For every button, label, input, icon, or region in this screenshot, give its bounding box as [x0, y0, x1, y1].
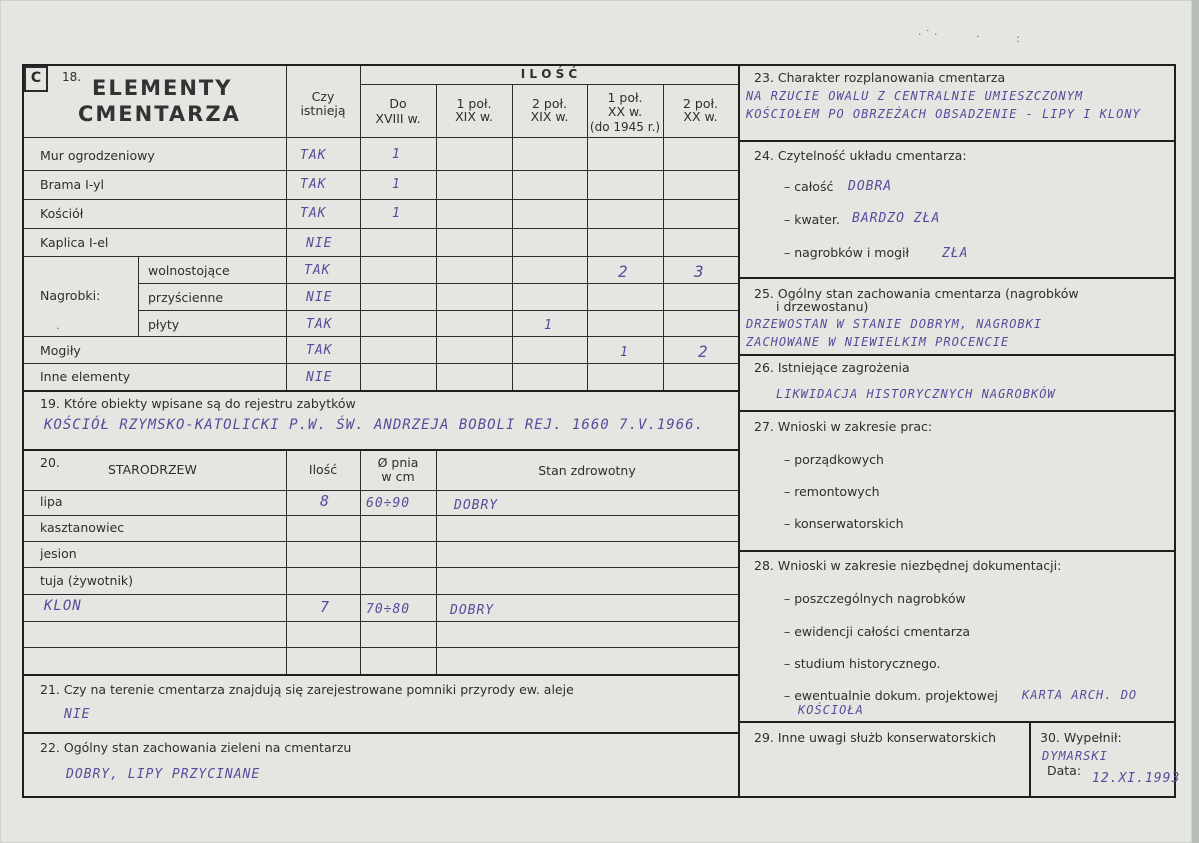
element-exists: TAK	[306, 343, 333, 358]
element-row-label: Kościół	[40, 206, 84, 221]
documentation-item: – studium historycznego.	[784, 656, 941, 671]
grid	[738, 140, 1176, 142]
element-count: 2	[618, 262, 629, 281]
tree-trunk: 60÷90	[366, 496, 411, 511]
grid	[22, 647, 738, 648]
grid	[22, 515, 738, 516]
element-row-label: płyty	[148, 317, 180, 332]
nature-monuments-question: 21. Czy na terenie cmentarza znajdują się zarejestrowane pomniki przyrody ew. aleje	[40, 682, 574, 697]
element-count: 1	[544, 318, 553, 333]
registry-answer: KOŚCIÓŁ RZYMSKO-KATOLICKI P.W. ŚW. ANDRZEJA BOBOLI REJ. 1660 7.V.1966.	[44, 417, 705, 433]
grid	[22, 567, 738, 568]
element-count: 1	[392, 177, 401, 192]
tree-trunk: 70÷80	[366, 602, 411, 617]
grid	[22, 390, 738, 392]
frame-left	[22, 64, 24, 798]
grid	[138, 256, 139, 336]
layout-answer-line1: NA RZUCIE OWALU Z CENTRALNIE UMIESZCZONYM	[746, 89, 1084, 103]
element-exists: TAK	[304, 263, 331, 278]
grid	[22, 228, 738, 229]
col-header-period: XIX w.	[455, 109, 493, 124]
grid	[22, 256, 738, 257]
grid	[22, 621, 738, 622]
corner-letter-box: C	[24, 66, 48, 92]
col-header-period: XVIII w.	[375, 111, 421, 126]
element-exists: TAK	[300, 177, 327, 192]
grid	[22, 674, 738, 676]
condition-answer-line2: ZACHOWANE W NIEWIELKIM PROCENCIE	[746, 335, 1010, 349]
trees-title: STARODRZEW	[108, 462, 197, 477]
grid	[22, 199, 738, 200]
grid	[1029, 721, 1031, 798]
element-exists: NIE	[306, 236, 333, 251]
works-item: – porządkowych	[784, 452, 884, 467]
grid	[738, 721, 1176, 723]
grid	[663, 84, 664, 390]
col-header-period: 1 poł.	[456, 96, 492, 111]
element-exists: TAK	[300, 206, 327, 221]
col-header-czy: Czy	[311, 89, 335, 104]
tree-count: 8	[320, 492, 331, 510]
works-question: 27. Wnioski w zakresie prac:	[754, 419, 933, 434]
grid	[22, 336, 738, 337]
col-header-ilosc: I L O Ś Ć	[520, 67, 578, 81]
condition-question: 25. Ogólny stan zachowania cmentarza (nagrobków	[754, 286, 1079, 301]
documentation-note: KOŚCIOŁA	[798, 703, 864, 717]
grid	[22, 137, 738, 138]
element-count: 1	[620, 345, 629, 360]
element-exists: TAK	[300, 148, 327, 163]
threats-answer: LIKWIDACJA HISTORYCZNYCH NAGROBKÓW	[776, 387, 1056, 401]
col-header-trunk: Ø pnia	[377, 455, 419, 470]
col-header-period: Do	[389, 96, 407, 111]
col-header-period: XX w.	[683, 109, 718, 124]
element-row-label: Kaplica I-el	[40, 235, 109, 250]
element-exists: NIE	[306, 370, 333, 385]
condition-answer-line1: DRZEWOSTAN W STANIE DOBRYM, NAGROBKI	[746, 317, 1043, 331]
grid	[512, 84, 513, 390]
greenery-answer: DOBRY, LIPY PRZYCINANE	[66, 767, 261, 782]
col-header-period: 2 poł.	[682, 96, 719, 111]
readability-item-value: DOBRA	[848, 179, 893, 194]
col-header-period: 1 poł.	[607, 90, 643, 105]
section-title-line1: ELEMENTY	[92, 76, 233, 100]
tree-count: 7	[320, 598, 331, 616]
element-count: 1	[392, 147, 401, 162]
stray-dot: · ˙ ·	[918, 28, 938, 41]
documentation-item: – ewentualnie dokum. projektowej	[784, 688, 999, 703]
greenery-question: 22. Ogólny stan zachowania zieleni na cmentarzu	[40, 740, 352, 755]
grid	[738, 354, 1176, 356]
layout-answer-line2: KOŚCIOŁEM PO OBRZEŻACH OBSADZENIE - LIPY I KLONY	[746, 107, 1141, 121]
tree-row-name: kasztanowiec	[40, 520, 125, 535]
documentation-note: KARTA ARCH. DO	[1022, 688, 1138, 702]
readability-item-value: ZŁA	[942, 246, 969, 261]
section-number: 18.	[62, 70, 82, 84]
element-exists: NIE	[306, 290, 333, 305]
date-label: Data:	[1047, 763, 1082, 778]
grid	[22, 490, 738, 491]
grid	[22, 541, 738, 542]
element-count: 2	[698, 342, 709, 361]
nature-monuments-answer: NIE	[64, 707, 91, 722]
tree-health: DOBRY	[450, 603, 495, 618]
stray-dot: :	[1016, 32, 1020, 45]
element-row-label: Inne elementy	[40, 369, 131, 384]
grid	[22, 170, 738, 171]
documentation-question: 28. Wnioski w zakresie niezbędnej dokumentacji:	[754, 558, 1062, 573]
element-row-label: wolnostojące	[148, 263, 230, 278]
grid	[436, 84, 437, 390]
element-row-label: Mur ogrodzeniowy	[40, 148, 155, 163]
documentation-item: – ewidencji całości cmentarza	[784, 624, 971, 639]
registry-question: 19. Które obiekty wpisane są do rejestru zabytków	[40, 396, 356, 411]
readability-item-label: – kwater.	[784, 212, 840, 227]
col-header-trunk: w cm	[381, 469, 415, 484]
element-row-label: przyścienne	[148, 290, 224, 305]
tree-row-name: jesion	[40, 546, 77, 561]
date-value: 12.XI.1993	[1092, 771, 1181, 786]
condition-question: i drzewostanu)	[776, 299, 869, 314]
grid	[22, 594, 738, 595]
grid	[360, 451, 361, 674]
col-header-period: XX w.	[607, 104, 643, 119]
grid	[360, 84, 738, 85]
element-count: 1	[392, 206, 401, 221]
col-header-count: Ilość	[308, 462, 338, 477]
grid	[138, 310, 738, 311]
col-header-period: (do 1945 r.)	[589, 120, 661, 134]
col-header-period: XIX w.	[530, 109, 569, 124]
readability-item-value: BARDZO ZŁA	[852, 211, 941, 226]
layout-question: 23. Charakter rozplanowania cmentarza	[754, 70, 1006, 85]
element-count: 3	[694, 262, 705, 281]
section-title-line2: CMENTARZA	[78, 102, 241, 126]
works-item: – konserwatorskich	[784, 516, 904, 531]
filled-by-label: 30. Wypełnił:	[1040, 730, 1122, 745]
element-row-label: Mogiły	[40, 343, 81, 358]
element-exists: TAK	[306, 317, 333, 332]
frame-top	[22, 64, 1176, 66]
readability-question: 24. Czytelność układu cmentarza:	[754, 148, 967, 163]
col-header-period: 2 poł.	[531, 96, 568, 111]
grid	[22, 363, 738, 364]
stray-dot: ·	[976, 30, 980, 43]
tree-row-name: lipa	[40, 494, 63, 509]
filled-by-name: DYMARSKI	[1042, 749, 1108, 763]
readability-item-label: – całość	[784, 179, 834, 194]
nagrobki-label: Nagrobki:	[40, 288, 101, 303]
grid	[22, 449, 738, 451]
works-item: – remontowych	[784, 484, 880, 499]
section-number: 20.	[40, 455, 60, 470]
threats-question: 26. Istniejące zagrożenia	[754, 360, 910, 375]
grid	[22, 732, 738, 734]
documentation-item: – poszczególnych nagrobków	[784, 591, 966, 606]
grid	[436, 451, 437, 674]
grid	[738, 550, 1176, 552]
col-header-health: Stan zdrowotny	[538, 463, 636, 478]
tree-row-name: tuja (żywotnik)	[40, 573, 134, 588]
col-header-czy: istnieją	[300, 103, 346, 118]
grid	[138, 283, 738, 284]
grid	[738, 410, 1176, 412]
readability-item-label: – nagrobków i mogił	[784, 245, 910, 260]
frame-right	[1174, 64, 1176, 798]
element-row-label: Brama I-yl	[40, 177, 105, 192]
grid	[286, 451, 287, 674]
tree-row-name: KLON	[44, 598, 82, 614]
stray-dot: ·	[56, 322, 60, 335]
tree-health: DOBRY	[454, 498, 499, 513]
other-remarks-label: 29. Inne uwagi służb konserwatorskich	[754, 730, 996, 745]
grid	[738, 277, 1176, 279]
center-divider	[738, 64, 740, 798]
frame-bottom	[22, 796, 1176, 798]
